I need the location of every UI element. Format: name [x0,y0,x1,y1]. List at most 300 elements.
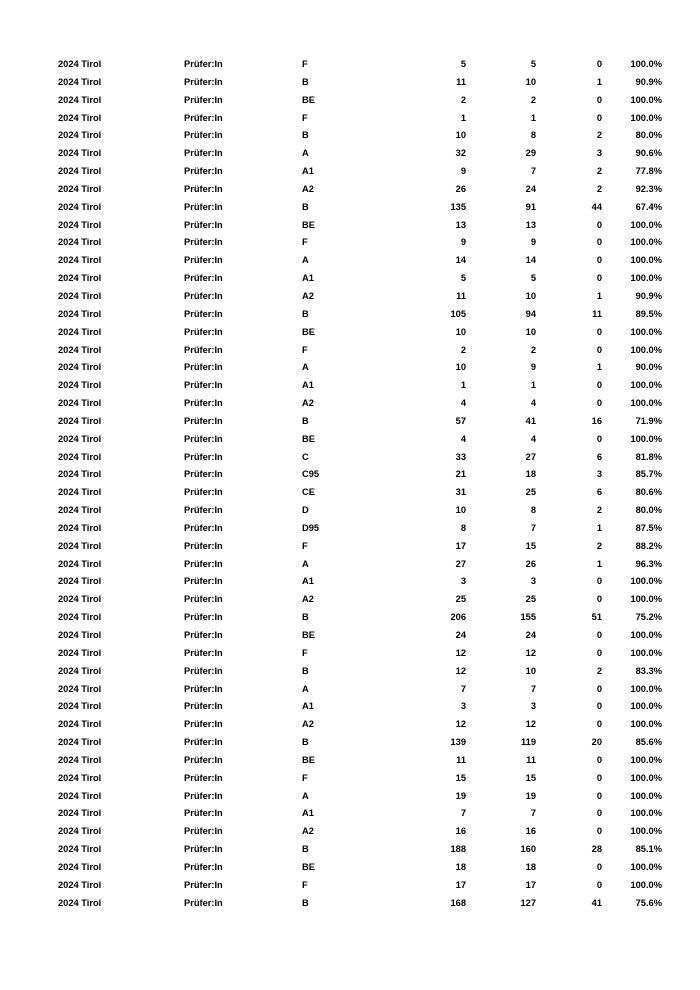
cell-rate: 67.4% [635,201,662,212]
table-row [58,573,662,591]
cell-role: Prüfer:In [184,594,223,605]
cell-rate: 100.0% [630,719,662,730]
cell-failed: 3 [596,148,602,159]
cell-role: Prüfer:In [184,844,223,855]
cell-role: Prüfer:In [184,112,223,123]
cell-class: A [302,683,309,694]
cell-passed: 24 [525,183,536,194]
cell-role: Prüfer:In [184,879,223,890]
cell-total: 17 [455,540,466,551]
cell-failed: 0 [596,94,602,105]
cell-total: 188 [450,844,466,855]
cell-passed: 119 [521,737,536,748]
cell-failed: 0 [596,594,602,605]
table-row [58,306,662,324]
cell-failed: 0 [596,683,602,694]
cell-total: 18 [455,861,466,872]
cell-region: 2024 Tirol [58,790,102,801]
cell-passed: 155 [520,612,536,623]
cell-role: Prüfer:In [184,576,223,587]
cell-total: 27 [455,558,466,569]
cell-total: 12 [455,665,466,676]
cell-rate: 100.0% [630,326,662,337]
cell-class: A2 [302,719,314,730]
cell-total: 7 [460,808,466,819]
cell-region: 2024 Tirol [58,540,102,551]
cell-class: A1 [302,701,314,712]
cell-passed: 7 [530,522,536,533]
table-row [58,413,662,431]
table-row [58,431,662,449]
cell-region: 2024 Tirol [58,326,102,337]
cell-total: 57 [455,415,466,426]
cell-failed: 2 [596,166,602,177]
cell-passed: 8 [530,130,536,141]
table-row [58,859,662,877]
cell-rate: 100.0% [630,594,662,605]
cell-class: F [302,59,308,69]
table-row [58,520,662,538]
cell-class: B [302,130,309,141]
cell-passed: 7 [530,683,536,694]
cell-total: 24 [455,630,466,640]
cell-passed: 16 [525,826,536,837]
cell-class: BE [302,630,315,640]
cell-failed: 11 [592,308,602,319]
cell-rate: 100.0% [630,683,662,694]
cell-class: B [302,897,309,908]
cell-class: BE [302,861,315,872]
cell-rate: 90.0% [635,362,662,373]
cell-region: 2024 Tirol [58,362,102,373]
cell-passed: 27 [525,451,536,462]
table-row [58,234,662,252]
cell-class: A [302,148,309,159]
cell-passed: 11 [526,754,536,765]
cell-failed: 2 [596,540,602,551]
cell-passed: 12 [525,719,536,730]
cell-total: 16 [455,826,466,837]
cell-class: F [302,237,308,248]
cell-class: D95 [302,522,320,533]
cell-region: 2024 Tirol [58,469,102,480]
cell-total: 2 [460,94,466,105]
cell-role: Prüfer:In [184,166,223,177]
cell-class: A2 [302,398,314,409]
cell-region: 2024 Tirol [58,112,102,123]
cell-region: 2024 Tirol [58,94,102,105]
table-row [58,698,662,716]
cell-total: 168 [450,897,466,908]
cell-role: Prüfer:In [184,130,223,141]
cell-rate: 100.0% [630,576,662,587]
cell-failed: 0 [596,808,602,819]
cell-total: 32 [455,148,466,159]
cell-passed: 29 [525,148,536,159]
cell-failed: 0 [596,576,602,587]
cell-failed: 0 [596,790,602,801]
cell-rate: 100.0% [630,433,662,444]
cell-region: 2024 Tirol [58,737,102,748]
cell-passed: 14 [525,255,536,266]
cell-class: A1 [302,273,314,284]
table-row [58,752,662,770]
cell-rate: 100.0% [630,808,662,819]
cell-failed: 0 [596,255,602,266]
cell-class: B [302,665,309,676]
table-row [58,877,662,895]
cell-passed: 8 [530,505,536,516]
cell-role: Prüfer:In [184,148,223,159]
cell-role: Prüfer:In [184,719,223,730]
cell-region: 2024 Tirol [58,59,102,69]
cell-region: 2024 Tirol [58,665,102,676]
cell-total: 15 [455,772,466,783]
table-row [58,770,662,788]
cell-passed: 3 [530,576,536,587]
table-row [58,663,662,681]
table-row [58,127,662,145]
cell-rate: 100.0% [630,647,662,658]
cell-passed: 9 [530,237,536,248]
table-row [58,734,662,752]
cell-role: Prüfer:In [184,630,223,640]
cell-rate: 83.3% [635,665,662,676]
cell-region: 2024 Tirol [58,183,102,194]
cell-total: 26 [455,183,466,194]
cell-total: 135 [450,201,466,212]
cell-failed: 0 [596,861,602,872]
cell-failed: 6 [596,451,602,462]
cell-passed: 15 [525,540,536,551]
cell-total: 1 [460,112,466,123]
cell-rate: 100.0% [630,344,662,355]
cell-role: Prüfer:In [184,790,223,801]
cell-region: 2024 Tirol [58,290,102,301]
table-row [58,895,662,913]
cell-role: Prüfer:In [184,308,223,319]
cell-class: BE [302,433,315,444]
cell-rate: 100.0% [630,772,662,783]
cell-total: 4 [460,433,466,444]
table-row [58,145,662,163]
cell-region: 2024 Tirol [58,826,102,837]
cell-total: 31 [455,487,466,498]
cell-class: BE [302,326,315,337]
cell-region: 2024 Tirol [58,219,102,230]
table-row [58,788,662,806]
cell-rate: 100.0% [630,398,662,409]
cell-class: CE [302,487,315,498]
cell-passed: 18 [525,469,536,480]
cell-total: 11 [456,754,466,765]
cell-region: 2024 Tirol [58,808,102,819]
cell-total: 9 [460,166,466,177]
cell-role: Prüfer:In [184,647,223,658]
cell-passed: 24 [525,630,536,640]
table-row [58,163,662,181]
table-row [58,181,662,199]
cell-total: 4 [460,398,466,409]
cell-class: B [302,844,309,855]
cell-class: B [302,737,309,748]
cell-total: 12 [455,719,466,730]
cell-total: 5 [460,59,466,69]
cell-passed: 9 [530,362,536,373]
table-row [58,538,662,556]
cell-failed: 1 [596,76,602,87]
cell-rate: 90.9% [635,290,662,301]
table-row [58,681,662,699]
table-row [58,110,662,128]
cell-class: F [302,772,308,783]
cell-failed: 41 [591,897,602,908]
cell-passed: 12 [525,647,536,658]
cell-total: 33 [455,451,466,462]
cell-failed: 0 [596,701,602,712]
cell-class: B [302,415,309,426]
cell-role: Prüfer:In [184,237,223,248]
cell-rate: 100.0% [630,826,662,837]
cell-region: 2024 Tirol [58,487,102,498]
cell-total: 105 [450,308,466,319]
cell-total: 3 [460,576,466,587]
cell-total: 11 [456,290,466,301]
cell-passed: 91 [525,201,536,212]
cell-region: 2024 Tirol [58,398,102,409]
cell-rate: 100.0% [630,94,662,105]
table-row [58,377,662,395]
cell-passed: 13 [525,219,536,230]
cell-class: F [302,647,308,658]
cell-total: 25 [455,594,466,605]
cell-passed: 5 [530,59,536,69]
cell-total: 9 [460,237,466,248]
cell-failed: 28 [591,844,602,855]
cell-role: Prüfer:In [184,683,223,694]
cell-passed: 10 [525,665,536,676]
cell-rate: 85.1% [635,844,662,855]
cell-region: 2024 Tirol [58,701,102,712]
cell-region: 2024 Tirol [58,630,102,640]
cell-class: A1 [302,576,314,587]
cell-failed: 0 [596,326,602,337]
cell-class: A [302,362,309,373]
cell-passed: 2 [530,344,536,355]
cell-region: 2024 Tirol [58,237,102,248]
cell-role: Prüfer:In [184,808,223,819]
table-row [58,823,662,841]
cell-rate: 80.0% [635,130,662,141]
table-row [58,627,662,645]
table-body [58,56,662,913]
cell-class: A2 [302,290,314,301]
cell-passed: 3 [530,701,536,712]
cell-region: 2024 Tirol [58,754,102,765]
cell-failed: 2 [596,130,602,141]
cell-region: 2024 Tirol [58,683,102,694]
cell-role: Prüfer:In [184,362,223,373]
cell-region: 2024 Tirol [58,380,102,391]
cell-role: Prüfer:In [184,344,223,355]
cell-region: 2024 Tirol [58,612,102,623]
cell-passed: 41 [525,415,536,426]
table-row [58,74,662,92]
cell-passed: 4 [530,433,536,444]
cell-total: 139 [450,737,466,748]
cell-role: Prüfer:In [184,522,223,533]
table-row [58,217,662,235]
cell-passed: 17 [525,879,536,890]
cell-rate: 100.0% [630,630,662,640]
cell-region: 2024 Tirol [58,201,102,212]
cell-rate: 85.7% [635,469,662,480]
cell-region: 2024 Tirol [58,130,102,141]
cell-passed: 15 [525,772,536,783]
cell-class: A1 [302,166,314,177]
cell-region: 2024 Tirol [58,344,102,355]
cell-rate: 100.0% [630,380,662,391]
cell-passed: 7 [530,166,536,177]
cell-failed: 6 [596,487,602,498]
cell-role: Prüfer:In [184,469,223,480]
cell-class: BE [302,754,315,765]
cell-failed: 0 [596,647,602,658]
cell-total: 11 [456,76,466,87]
cell-total: 10 [455,505,466,516]
cell-total: 7 [460,683,466,694]
cell-failed: 0 [596,219,602,230]
cell-passed: 1 [530,112,536,123]
cell-failed: 1 [596,290,602,301]
cell-failed: 1 [596,558,602,569]
cell-role: Prüfer:In [184,861,223,872]
cell-failed: 0 [596,719,602,730]
cell-class: C95 [302,469,320,480]
cell-region: 2024 Tirol [58,255,102,266]
cell-failed: 0 [596,826,602,837]
cell-rate: 100.0% [630,790,662,801]
cell-failed: 2 [596,665,602,676]
cell-role: Prüfer:In [184,701,223,712]
cell-passed: 2 [530,94,536,105]
cell-class: BE [302,219,315,230]
cell-rate: 90.6% [635,148,662,159]
cell-role: Prüfer:In [184,398,223,409]
cell-region: 2024 Tirol [58,522,102,533]
cell-failed: 0 [596,398,602,409]
table-row [58,466,662,484]
cell-class: F [302,540,308,551]
cell-rate: 75.2% [635,612,662,623]
cell-region: 2024 Tirol [58,594,102,605]
cell-role: Prüfer:In [184,487,223,498]
cell-class: D [302,505,309,516]
cell-role: Prüfer:In [184,380,223,391]
cell-class: BE [302,94,315,105]
cell-role: Prüfer:In [184,665,223,676]
table-row [58,645,662,663]
cell-passed: 7 [530,808,536,819]
cell-role: Prüfer:In [184,558,223,569]
cell-failed: 2 [596,183,602,194]
cell-total: 21 [455,469,466,480]
cell-class: F [302,879,308,890]
cell-passed: 5 [530,273,536,284]
cell-total: 10 [455,130,466,141]
cell-class: A [302,790,309,801]
cell-role: Prüfer:In [184,201,223,212]
table-row [58,502,662,520]
cell-total: 1 [460,380,466,391]
cell-passed: 94 [525,308,536,319]
cell-role: Prüfer:In [184,94,223,105]
cell-failed: 0 [596,273,602,284]
cell-passed: 25 [525,487,536,498]
table-row [58,591,662,609]
cell-total: 10 [455,326,466,337]
cell-failed: 16 [591,415,602,426]
cell-region: 2024 Tirol [58,415,102,426]
cell-role: Prüfer:In [184,826,223,837]
cell-region: 2024 Tirol [58,772,102,783]
statistics-table [58,56,662,913]
table-row [58,92,662,110]
cell-region: 2024 Tirol [58,719,102,730]
cell-role: Prüfer:In [184,290,223,301]
cell-rate: 80.6% [635,487,662,498]
table-row [58,395,662,413]
cell-class: A1 [302,380,314,391]
table-row [58,805,662,823]
cell-passed: 10 [525,76,536,87]
cell-region: 2024 Tirol [58,647,102,658]
cell-class: B [302,76,309,87]
table-row [58,609,662,627]
cell-class: A [302,255,309,266]
table-row [58,342,662,360]
cell-total: 10 [455,362,466,373]
cell-total: 17 [455,879,466,890]
cell-class: F [302,344,308,355]
cell-region: 2024 Tirol [58,558,102,569]
cell-role: Prüfer:In [184,433,223,444]
table-row [58,449,662,467]
cell-region: 2024 Tirol [58,844,102,855]
cell-role: Prüfer:In [184,76,223,87]
cell-failed: 2 [596,505,602,516]
cell-role: Prüfer:In [184,754,223,765]
cell-class: A2 [302,594,314,605]
cell-failed: 0 [596,630,602,640]
cell-total: 13 [455,219,466,230]
cell-class: B [302,308,309,319]
cell-passed: 18 [525,861,536,872]
table-row [58,270,662,288]
cell-role: Prüfer:In [184,183,223,194]
table-row [58,716,662,734]
cell-role: Prüfer:In [184,612,223,623]
cell-role: Prüfer:In [184,540,223,551]
cell-rate: 89.5% [635,308,662,319]
cell-rate: 100.0% [630,701,662,712]
cell-total: 2 [460,344,466,355]
cell-failed: 0 [596,59,602,69]
cell-rate: 100.0% [630,879,662,890]
cell-region: 2024 Tirol [58,76,102,87]
cell-role: Prüfer:In [184,772,223,783]
cell-class: A2 [302,183,314,194]
